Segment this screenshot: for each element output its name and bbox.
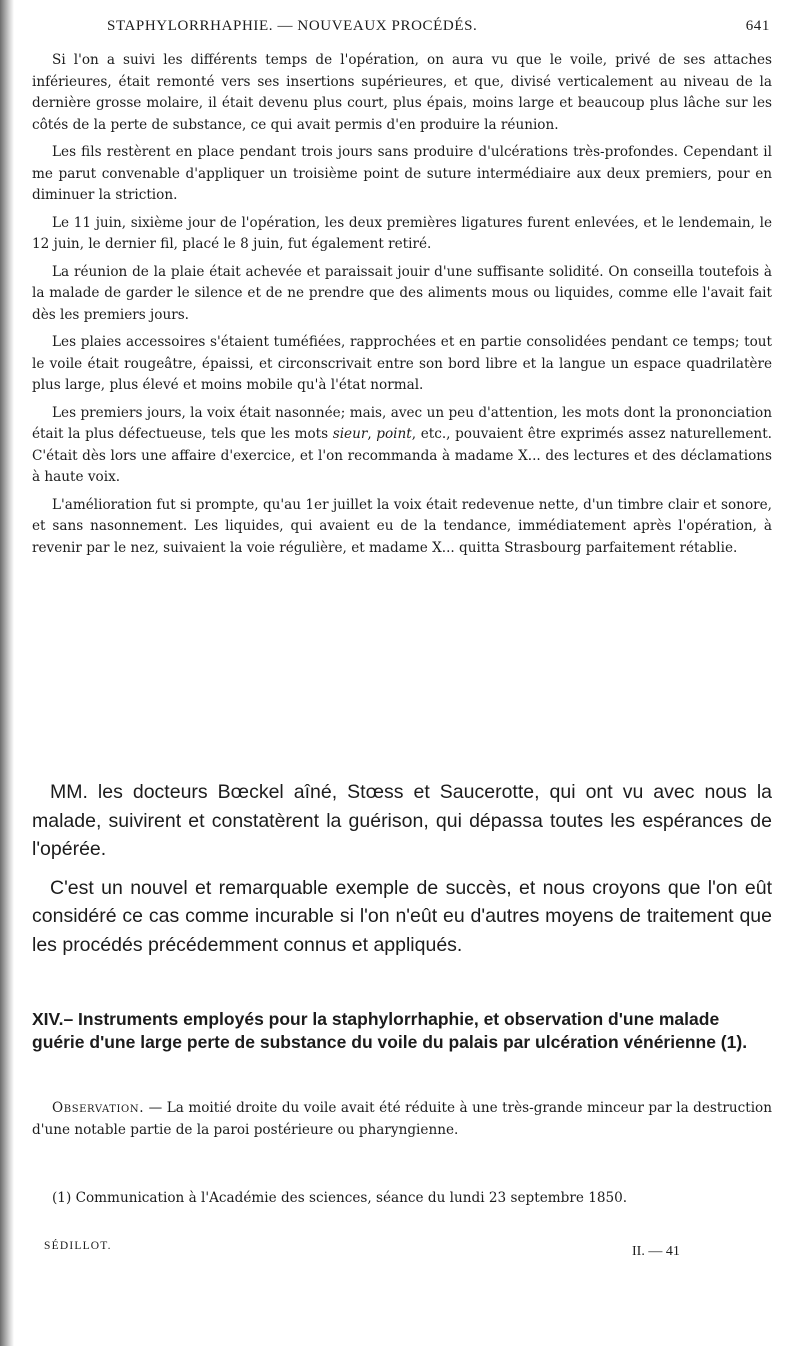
paragraph-conclusion: C'est un nouvel et remarquable exemple de succès, et nous croyons que l'on eût considéré ce cas comme incurable si l'on n'eût eu d'autres moyens de traitement que les procédés précédemment connus et appliqués. [32,876,772,956]
small-type-block [32,50,772,565]
paragraph-ligatures-removed: Le 11 juin, sixième jour de l'opération, les deux premières ligatures furent enlevées, et le lendemain, le 12 juin, le dernier fil, placé le 8 juin, fut également retiré. [32,214,772,252]
italic-word-point: point [376,426,412,442]
paragraph-accessory-wounds: Les plaies accessoires s'étaient tuméfiées, rapprochées et en partie consolidées pendant ce temps; tout le voile était rougeâtre, épaissi, et circonscrivait entre son bord libre et la langue un espace quadrilatère plus large, plus élevé et moins mobile qu'à l'état normal. [32,334,772,393]
paragraph-sutures: Les fils restèrent en place pendant trois jours sans produire d'ulcérations très-profondes. Cependant il me parut convenable d'appliquer un troisième point de suture intermédiaire aux deux premiers, pour en diminuer la striction. [32,144,772,203]
sheet-mark: II. — 41 [632,1244,680,1259]
italic-word-sieur: sieur [332,426,368,442]
paragraph-voice [32,403,772,489]
section-heading: XIV.– Instruments employés pour la staphylorrhaphie, et observation d'une malade guérie d'une large perte de substance du voile du palais par ulcération vénérienne (1). [32,1009,748,1052]
observation-text: — La moitié droite du voile avait été réduite à une très-grande minceur par la destruction d'une notable partie de la paroi postérieure ou pharyngienne. [32,1100,772,1138]
paragraph-operation-stages: Si l'on a suivi les différents temps de l'opération, on aura vu que le voile, privé de ses attaches inférieures, était remonté vers ses insertions supérieures, et que, divisé verticalement au niveau de la dernière grosse molaire, il était devenu plus court, plus épais, moins large et beaucoup plus lâche sur les côtés de la perte de substance, ce qui avait permis d'en produire la réunion. [32,52,772,133]
paragraph-doctors: MM. les docteurs Bœckel aîné, Stœss et Saucerotte, qui ont vu avec nous la malade, suivirent et constatèrent la guérison, qui dépassa toutes les espérances de l'opérée. [32,781,772,860]
paragraph-wound-union: La réunion de la plaie était achevée et paraissait jouir d'une suffisante solidité. On conseilla toutefois à la malade de garder le silence et de ne prendre que des aliments mous ou liquides, comme elle l'avait fait dès les premiers jours. [32,263,772,323]
voice-text-before: Les premiers jours, la voix était nasonnée; mais, avec un peu d'attention, les mots dont la prononciation était la plus défectueuse, tels que les mots [32,404,772,442]
binding-edge [0,0,14,1346]
footnote [32,1188,772,1210]
large-type-block [32,778,772,969]
running-title: STAPHYLORRHAPHIE. — NOUVEAUX PROCÉDÉS. [107,18,478,34]
observation-paragraph [32,1098,772,1141]
page-number: 641 [745,18,770,34]
observation-block [32,1098,772,1141]
printer-signature: SÉDILLOT. [44,1240,112,1252]
voice-separator: , [367,426,377,442]
voice-text-after: , etc., pouvaient être exprimés assez naturellement. C'était dès lors une affaire d'exercice, et l'on recommanda à madame X... des lectures et des déclamations à haute voix. [32,426,772,485]
footnote-text: (1) Communication à l'Académie des sciences, séance du lundi 23 septembre 1850. [52,1190,628,1206]
paragraph-improvement: L'amélioration fut si prompte, qu'au 1er juillet la voix était redevenue nette, d'un timbre clair et sonore, et sans nasonnement. Les liquides, qui avaient eu de la tendance, immédiatement après l'opération, à revenir par le nez, suivaient la voie régulière, et madame X... quitta Strasbourg parfaitement rétablie. [32,496,772,556]
observation-label: Observation. [52,1100,145,1116]
